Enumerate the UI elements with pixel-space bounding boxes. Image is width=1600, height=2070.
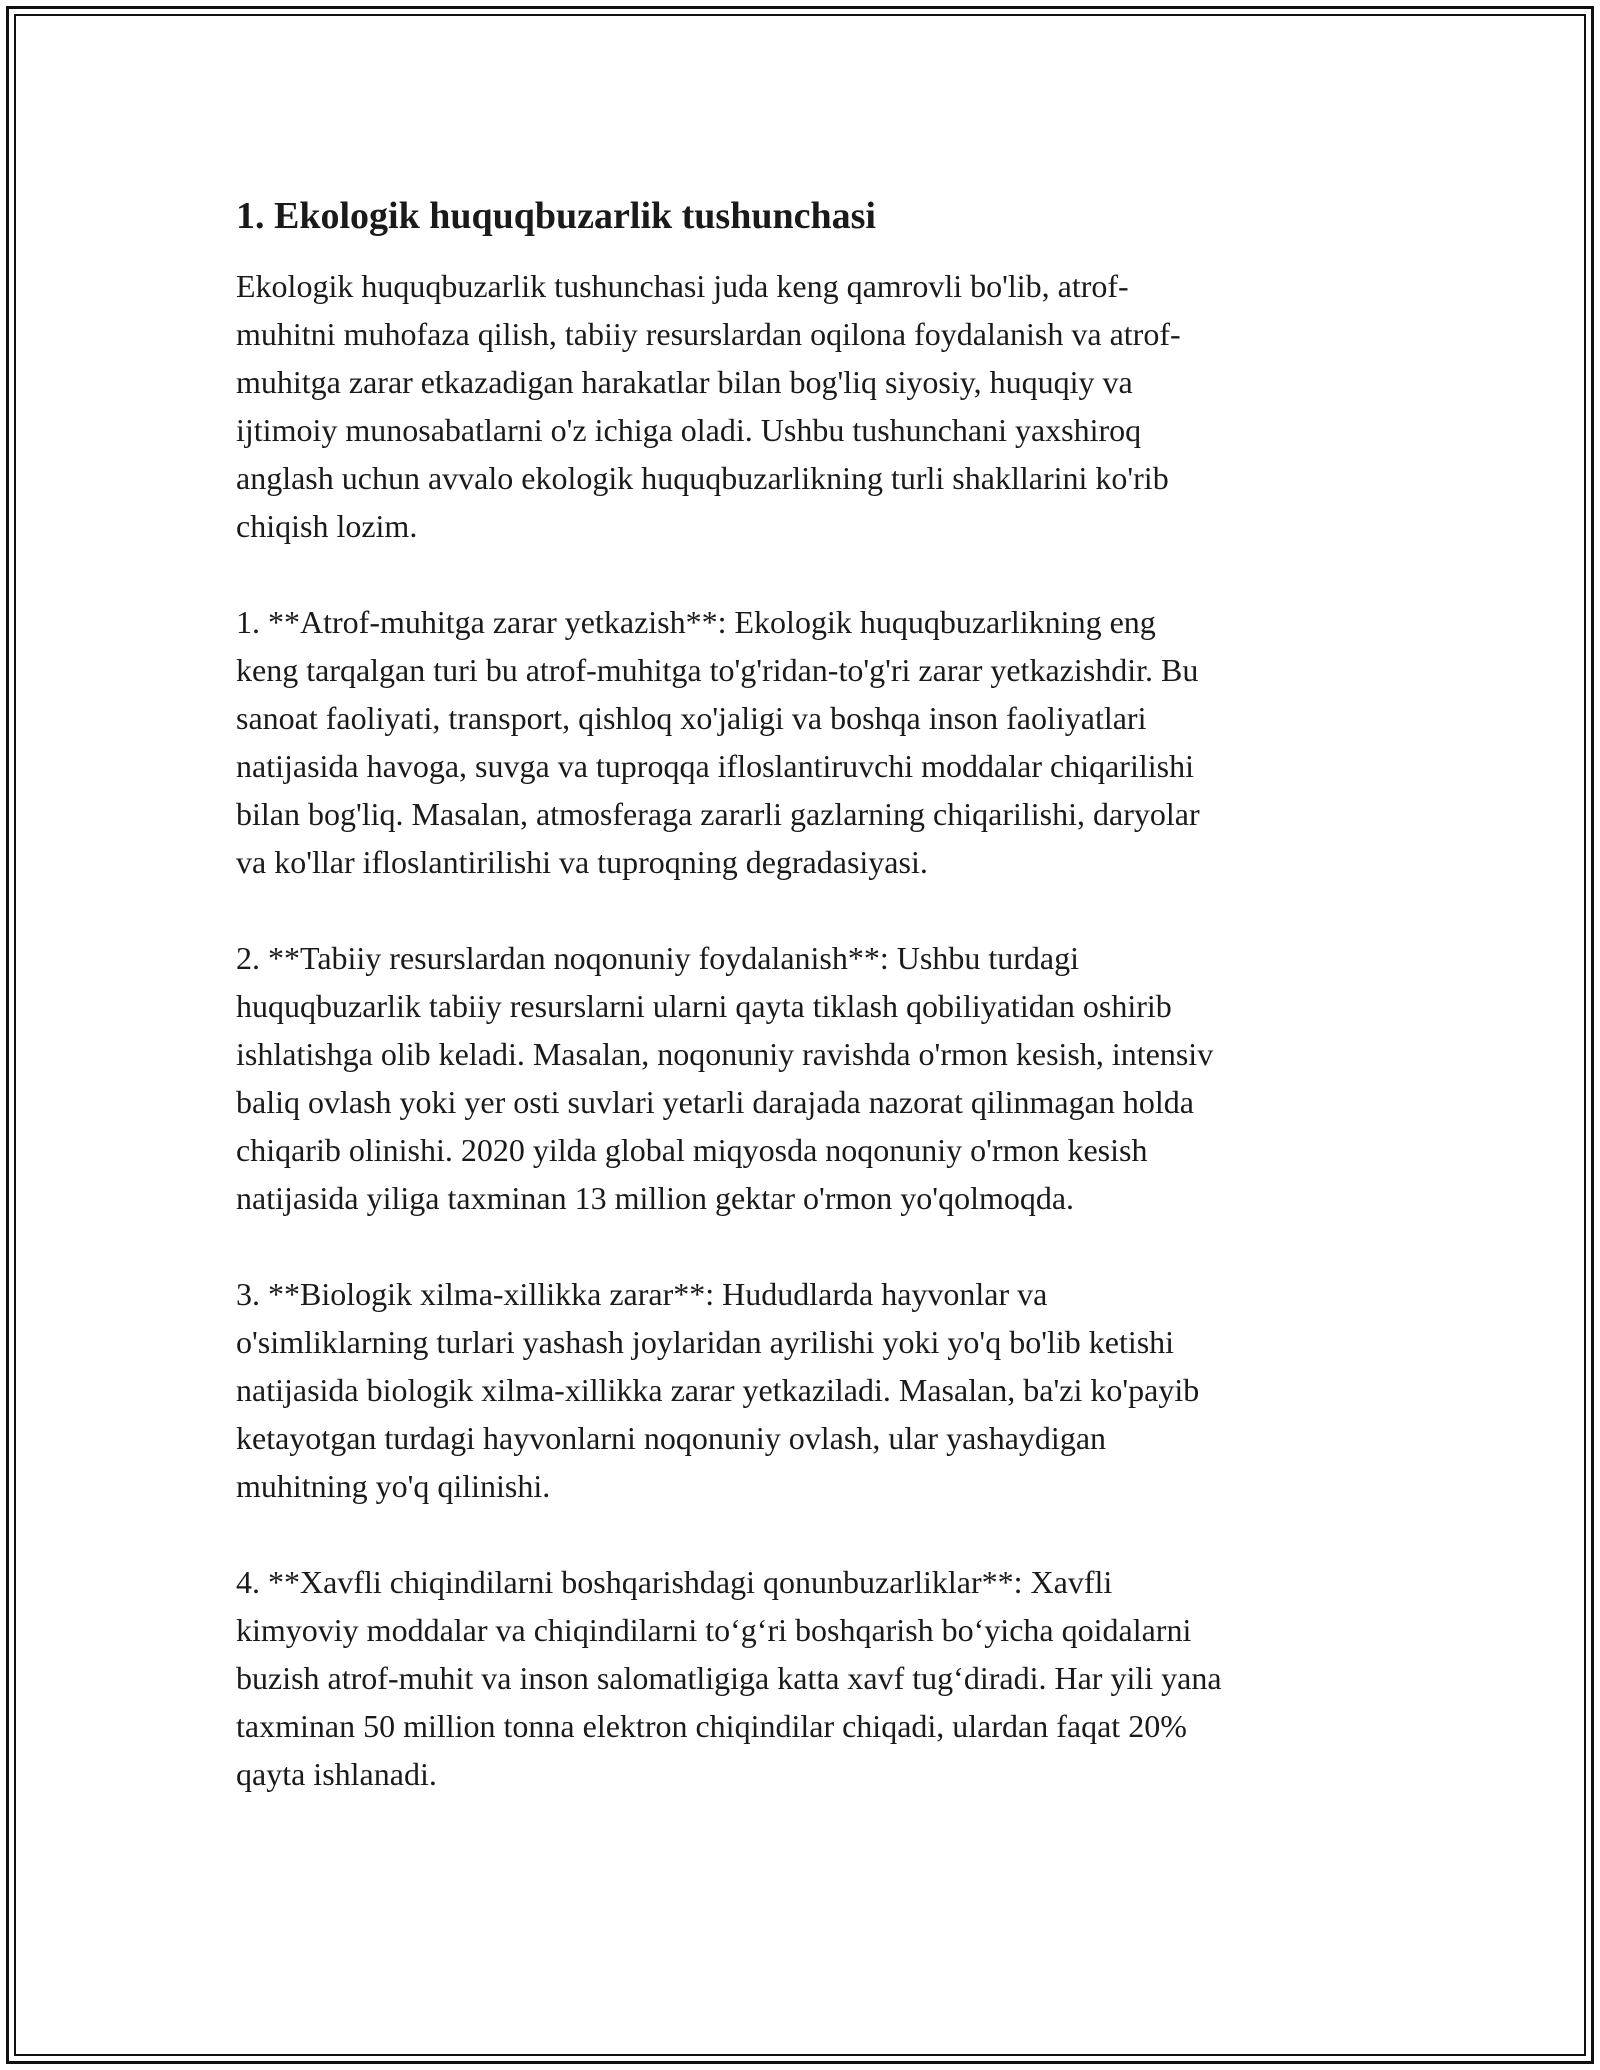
text-line: natijasida yiliga taxminan 13 million gektar o'rmon yo'qolmoqda. <box>236 1180 1075 1216</box>
text-line: qayta ishlanadi. <box>236 1756 437 1792</box>
text-line: taxminan 50 million tonna elektron chiqindilar chiqadi, ulardan faqat 20% <box>236 1708 1187 1744</box>
list-item-2 <box>236 934 1366 1222</box>
text-line: keng tarqalgan turi bu atrof-muhitga to'g'ridan-to'g'ri zarar yetkazishdir. Bu <box>236 652 1199 688</box>
text-line: natijasida havoga, suvga va tuproqqa ifloslantiruvchi moddalar chiqarilishi <box>236 748 1194 784</box>
document-body <box>236 190 1366 1846</box>
text-line: ijtimoiy munosabatlarni o'z ichiga oladi. Ushbu tushunchani yaxshiroq <box>236 412 1142 448</box>
list-item-3 <box>236 1270 1366 1510</box>
text-line: Ekologik huquqbuzarlik tushunchasi juda keng qamrovli bo'lib, atrof- <box>236 268 1129 304</box>
text-line: sanoat faoliyati, transport, qishloq xo'jaligi va boshqa inson faoliyatlari <box>236 700 1147 736</box>
text-line: natijasida biologik xilma-xillikka zarar yetkaziladi. Masalan, ba'zi ko'payib <box>236 1372 1200 1408</box>
text-line: chiqish lozim. <box>236 508 418 544</box>
text-line: baliq ovlash yoki yer osti suvlari yetarli darajada nazorat qilinmagan holda <box>236 1084 1194 1120</box>
text-line: muhitga zarar etkazadigan harakatlar bilan bog'liq siyosiy, huquqiy va <box>236 364 1133 400</box>
list-item-4 <box>236 1558 1366 1798</box>
text-line: bilan bog'liq. Masalan, atmosferaga zararli gazlarning chiqarilishi, daryolar <box>236 796 1200 832</box>
text-line: anglash uchun avvalo ekologik huquqbuzarlikning turli shakllarini ko'rib <box>236 460 1169 496</box>
text-line: ishlatishga olib keladi. Masalan, noqonuniy ravishda o'rmon kesish, intensiv <box>236 1036 1214 1072</box>
text-line: muhitning yo'q qilinishi. <box>236 1468 551 1504</box>
list-item-1 <box>236 598 1366 886</box>
text-line: kimyoviy moddalar va chiqindilarni to‘g‘ri boshqarish bo‘yicha qoidalarni <box>236 1612 1192 1648</box>
text-line: ketayotgan turdagi hayvonlarni noqonuniy ovlash, ular yashaydigan <box>236 1420 1107 1456</box>
intro-paragraph <box>236 262 1366 550</box>
text-line: 3. **Biologik xilma-xillikka zarar**: Hududlarda hayvonlar va <box>236 1276 1048 1312</box>
text-line: huquqbuzarlik tabiiy resurslarni ularni qayta tiklash qobiliyatidan oshirib <box>236 988 1172 1024</box>
text-line: 2. **Tabiiy resurslardan noqonuniy foydalanish**: Ushbu turdagi <box>236 940 1079 976</box>
text-line: muhitni muhofaza qilish, tabiiy resurslardan oqilona foydalanish va atrof- <box>236 316 1181 352</box>
text-line: o'simliklarning turlari yashash joylaridan ayrilishi yoki yo'q bo'lib ketishi <box>236 1324 1175 1360</box>
text-line: 1. **Atrof-muhitga zarar yetkazish**: Ekologik huquqbuzarlikning eng <box>236 604 1156 640</box>
page-title: 1. Ekologik huquqbuzarlik tushunchasi <box>236 195 876 237</box>
text-line: chiqarib olinishi. 2020 yilda global miqyosda noqonuniy o'rmon kesish <box>236 1132 1148 1168</box>
text-line: 4. **Xavfli chiqindilarni boshqarishdagi qonunbuzarliklar**: Xavfli <box>236 1564 1113 1600</box>
text-line: va ko'llar ifloslantirilishi va tuproqning degradasiyasi. <box>236 844 928 880</box>
text-line: buzish atrof-muhit va inson salomatligiga katta xavf tug‘diradi. Har yili yana <box>236 1660 1222 1696</box>
